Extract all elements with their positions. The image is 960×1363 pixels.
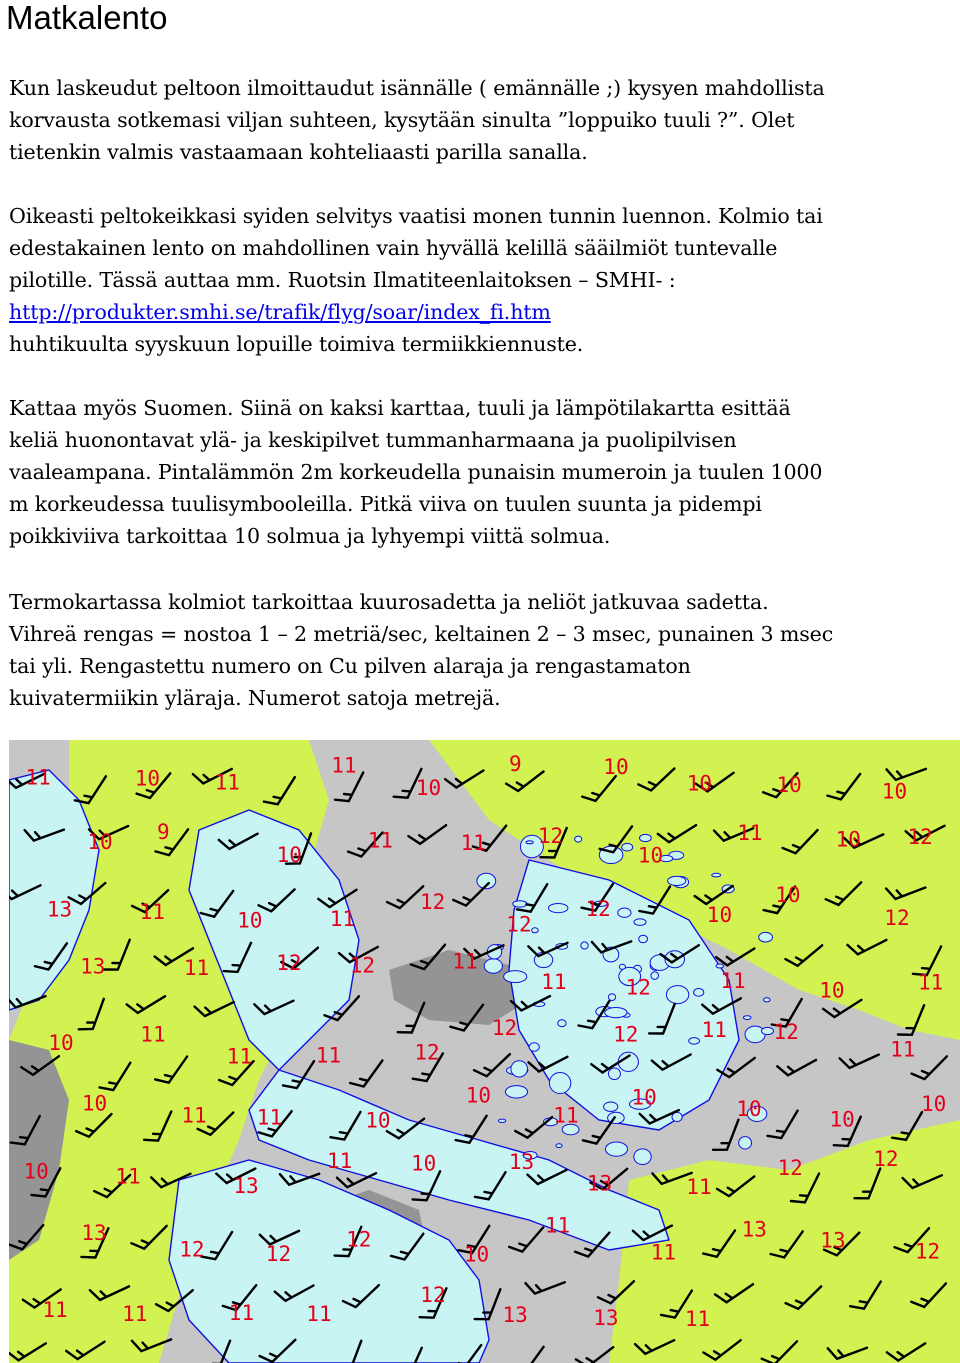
thermo-map-paragraph <box>9 586 957 714</box>
text-line: Termokartassa kolmiot tarkoittaa kuurosadetta ja neliöt jatkuvaa sadetta. <box>9 590 769 614</box>
temperature-label: 12 <box>625 975 651 1000</box>
lake <box>651 972 659 980</box>
temperature-label: 11 <box>140 1022 166 1047</box>
temperature-label: 11 <box>460 830 486 855</box>
temperature-label: 12 <box>884 906 910 931</box>
lake <box>511 1061 528 1077</box>
temperature-label: 10 <box>686 771 712 796</box>
text-line: edestakainen lento on mahdollinen vain hyvällä kelillä sääilmiöt tuntevalle <box>9 236 778 260</box>
lake <box>505 1086 527 1098</box>
temperature-label: 12 <box>276 951 302 976</box>
lake <box>608 1068 620 1080</box>
temperature-label: 10 <box>465 1083 491 1108</box>
temperature-label: 13 <box>741 1217 767 1242</box>
smhi-forecast-link[interactable]: http://produkter.smhi.se/trafik/flyg/soar/index_fi.htm <box>9 300 551 324</box>
lake <box>743 1016 751 1020</box>
temperature-label: 10 <box>81 1091 108 1116</box>
temperature-label: 11 <box>315 1043 342 1068</box>
temperature-label: 12 <box>777 1155 803 1180</box>
temperature-label: 10 <box>881 779 908 804</box>
temperature-label: 12 <box>179 1237 205 1262</box>
text-line: poikkiviiva tarkoittaa 10 solmua ja lyhyempi viittä solmua. <box>9 524 611 548</box>
lake <box>556 1144 562 1148</box>
intro-paragraph <box>9 72 957 168</box>
lake <box>716 964 724 968</box>
text-line: Vihreä rengas = nostoa 1 – 2 metriä/sec, keltainen 2 – 3 msec, punainen 3 msec <box>9 622 834 646</box>
temperature-label: 11 <box>720 969 746 993</box>
temperature-label: 11 <box>214 770 240 795</box>
temperature-label: 10 <box>819 978 845 1003</box>
lake <box>575 836 582 842</box>
temperature-label: 11 <box>544 1213 571 1238</box>
temperature-label: 13 <box>820 1228 846 1253</box>
temperature-label: 11 <box>181 1103 207 1128</box>
temperature-label: 10 <box>736 1097 762 1122</box>
lake <box>604 1102 618 1111</box>
temperature-label: 12 <box>537 823 564 848</box>
temperature-label: 11 <box>25 765 51 790</box>
lake <box>640 834 652 841</box>
temperature-label: 11 <box>452 949 478 974</box>
temperature-label: 9 <box>509 751 522 776</box>
lake <box>606 1142 628 1156</box>
text-line: keliä huonontavat ylä- ja keskipilvet tummanharmaana ja puolipilvisen <box>9 428 737 452</box>
temperature-label: 13 <box>502 1302 528 1327</box>
lake <box>634 919 646 926</box>
text-line: m korkeudessa tuulisymbooleilla. Pitkä viiva on tuulen suunta ja pidempi <box>9 492 762 516</box>
text-line: huhtikuulta syyskuun lopuille toimiva termiikkiennuste. <box>9 332 584 356</box>
temperature-label: 10 <box>276 843 302 868</box>
temperature-label: 10 <box>631 1085 657 1110</box>
temperature-label: 11 <box>684 1307 711 1331</box>
lake <box>762 1027 774 1034</box>
lake <box>759 932 773 942</box>
temperature-label: 10 <box>463 1242 490 1267</box>
temperature-label: 12 <box>491 1015 518 1040</box>
temperature-label: 11 <box>183 956 210 981</box>
smhi-paragraph <box>9 200 957 360</box>
temperature-label: 10 <box>603 755 629 780</box>
temperature-label: 13 <box>46 897 73 922</box>
temperature-label: 10 <box>87 829 113 854</box>
lake <box>694 989 704 997</box>
temperature-label: 11 <box>367 828 393 853</box>
temperature-label: 11 <box>115 1164 141 1189</box>
temperature-label: 10 <box>48 1031 74 1056</box>
lake <box>532 928 539 933</box>
temperature-label: 11 <box>327 1149 353 1174</box>
lake <box>712 873 721 877</box>
temperature-label: 11 <box>686 1175 712 1200</box>
temperature-label: 11 <box>553 1103 579 1128</box>
temperature-label: 11 <box>890 1037 916 1062</box>
lake <box>739 1137 752 1149</box>
lake <box>558 1020 566 1027</box>
lake <box>622 843 633 851</box>
temperature-label: 11 <box>541 969 567 994</box>
temperature-label: 10 <box>134 766 160 791</box>
temperature-label: 12 <box>907 824 933 849</box>
temperature-label: 11 <box>329 907 355 932</box>
page-title: Matkalento <box>6 0 168 36</box>
temperature-label: 12 <box>613 1022 639 1047</box>
temperature-label: 12 <box>506 912 532 937</box>
temperature-label: 12 <box>420 889 446 914</box>
temperature-label: 12 <box>773 1020 799 1045</box>
temperature-label: 12 <box>346 1227 372 1252</box>
text-line: pilotille. Tässä auttaa mm. Ruotsin Ilmatiteenlaitoksen – SMHI- : <box>9 268 676 292</box>
text-line: korvausta sotkemasi viljan suhteen, kysytään sinulta ”loppuiko tuuli ?”. Olet <box>9 108 795 132</box>
temperature-label: 9 <box>157 820 170 845</box>
temperature-label: 10 <box>365 1108 391 1133</box>
temperature-label: 12 <box>420 1283 446 1308</box>
temperature-label: 13 <box>593 1306 619 1331</box>
temperature-label: 13 <box>508 1150 535 1175</box>
temperature-label: 11 <box>256 1105 283 1130</box>
text-line: Kun laskeudut peltoon ilmoittaudut isännälle ( emännälle ;) kysyen mahdollista <box>9 76 825 100</box>
lake <box>634 1149 651 1165</box>
lake <box>498 1119 505 1122</box>
temperature-label: 12 <box>265 1241 292 1266</box>
lake <box>608 994 615 1001</box>
temperature-label: 11 <box>122 1302 148 1327</box>
lake <box>549 904 568 913</box>
temperature-label: 12 <box>349 953 375 978</box>
text-line: vaaleampana. Pintalämmön 2m korkeudella punaisin mumeroin ja tuulen 1000 <box>9 460 823 484</box>
temperature-label: 13 <box>233 1174 259 1199</box>
temperature-label: 10 <box>921 1091 947 1116</box>
temperature-label: 11 <box>306 1302 332 1327</box>
lake <box>689 1038 700 1045</box>
lake <box>639 935 648 943</box>
temperature-label: 12 <box>585 896 611 921</box>
text-line: tai yli. Rengastettu numero on Cu pilven alaraja ja rengastamaton <box>9 654 691 678</box>
lake <box>668 876 686 885</box>
lake <box>581 942 588 949</box>
lake <box>484 959 502 973</box>
temperature-label: 10 <box>23 1159 49 1184</box>
temperature-label: 10 <box>835 827 861 852</box>
weather-forecast-map <box>9 740 960 1363</box>
temperature-label: 11 <box>228 1300 255 1325</box>
text-line: kuivatermiikin yläraja. Numerot satoja metrejä. <box>9 686 501 710</box>
lake <box>549 1073 570 1094</box>
temperature-label: 11 <box>918 970 944 995</box>
lake <box>764 998 771 1002</box>
text-line: tietenkin valmis vastaamaan kohteliaasti parilla sanalla. <box>9 140 588 164</box>
temperature-label: 10 <box>637 843 664 868</box>
lake <box>605 1008 627 1018</box>
temperature-label: 10 <box>415 775 442 800</box>
map-explanation-paragraph <box>9 392 957 552</box>
text-line: Oikeasti peltokeikkasi syiden selvitys vaatisi monen tunnin luennon. Kolmio tai <box>9 204 823 228</box>
lake <box>513 901 527 907</box>
temperature-label: 12 <box>414 1040 440 1065</box>
temperature-label: 11 <box>737 821 763 846</box>
temperature-label: 12 <box>914 1239 941 1264</box>
temperature-label: 10 <box>237 908 263 933</box>
temperature-label: 10 <box>706 902 733 927</box>
lake <box>745 1026 765 1043</box>
temperature-label: 12 <box>873 1147 899 1172</box>
temperature-label: 13 <box>586 1171 613 1196</box>
temperature-label: 10 <box>829 1107 855 1132</box>
lake <box>504 971 527 983</box>
temperature-label: 10 <box>776 773 802 798</box>
temperature-label: 11 <box>331 753 357 778</box>
temperature-label: 10 <box>775 883 801 908</box>
lake <box>529 1043 539 1052</box>
temperature-label: 13 <box>80 954 106 979</box>
lake <box>526 841 533 844</box>
text-line: Kattaa myös Suomen. Siinä on kaksi karttaa, tuuli ja lämpötilakartta esittää <box>9 396 791 420</box>
lake <box>608 1112 625 1123</box>
lake <box>618 908 631 917</box>
lake <box>666 986 688 1004</box>
temperature-label: 11 <box>701 1018 727 1043</box>
temperature-label: 11 <box>226 1044 253 1069</box>
temperature-label: 11 <box>650 1240 676 1265</box>
temperature-label: 13 <box>81 1221 107 1246</box>
temperature-label: 11 <box>139 900 165 925</box>
temperature-label: 10 <box>411 1151 437 1176</box>
temperature-label: 11 <box>42 1297 68 1322</box>
